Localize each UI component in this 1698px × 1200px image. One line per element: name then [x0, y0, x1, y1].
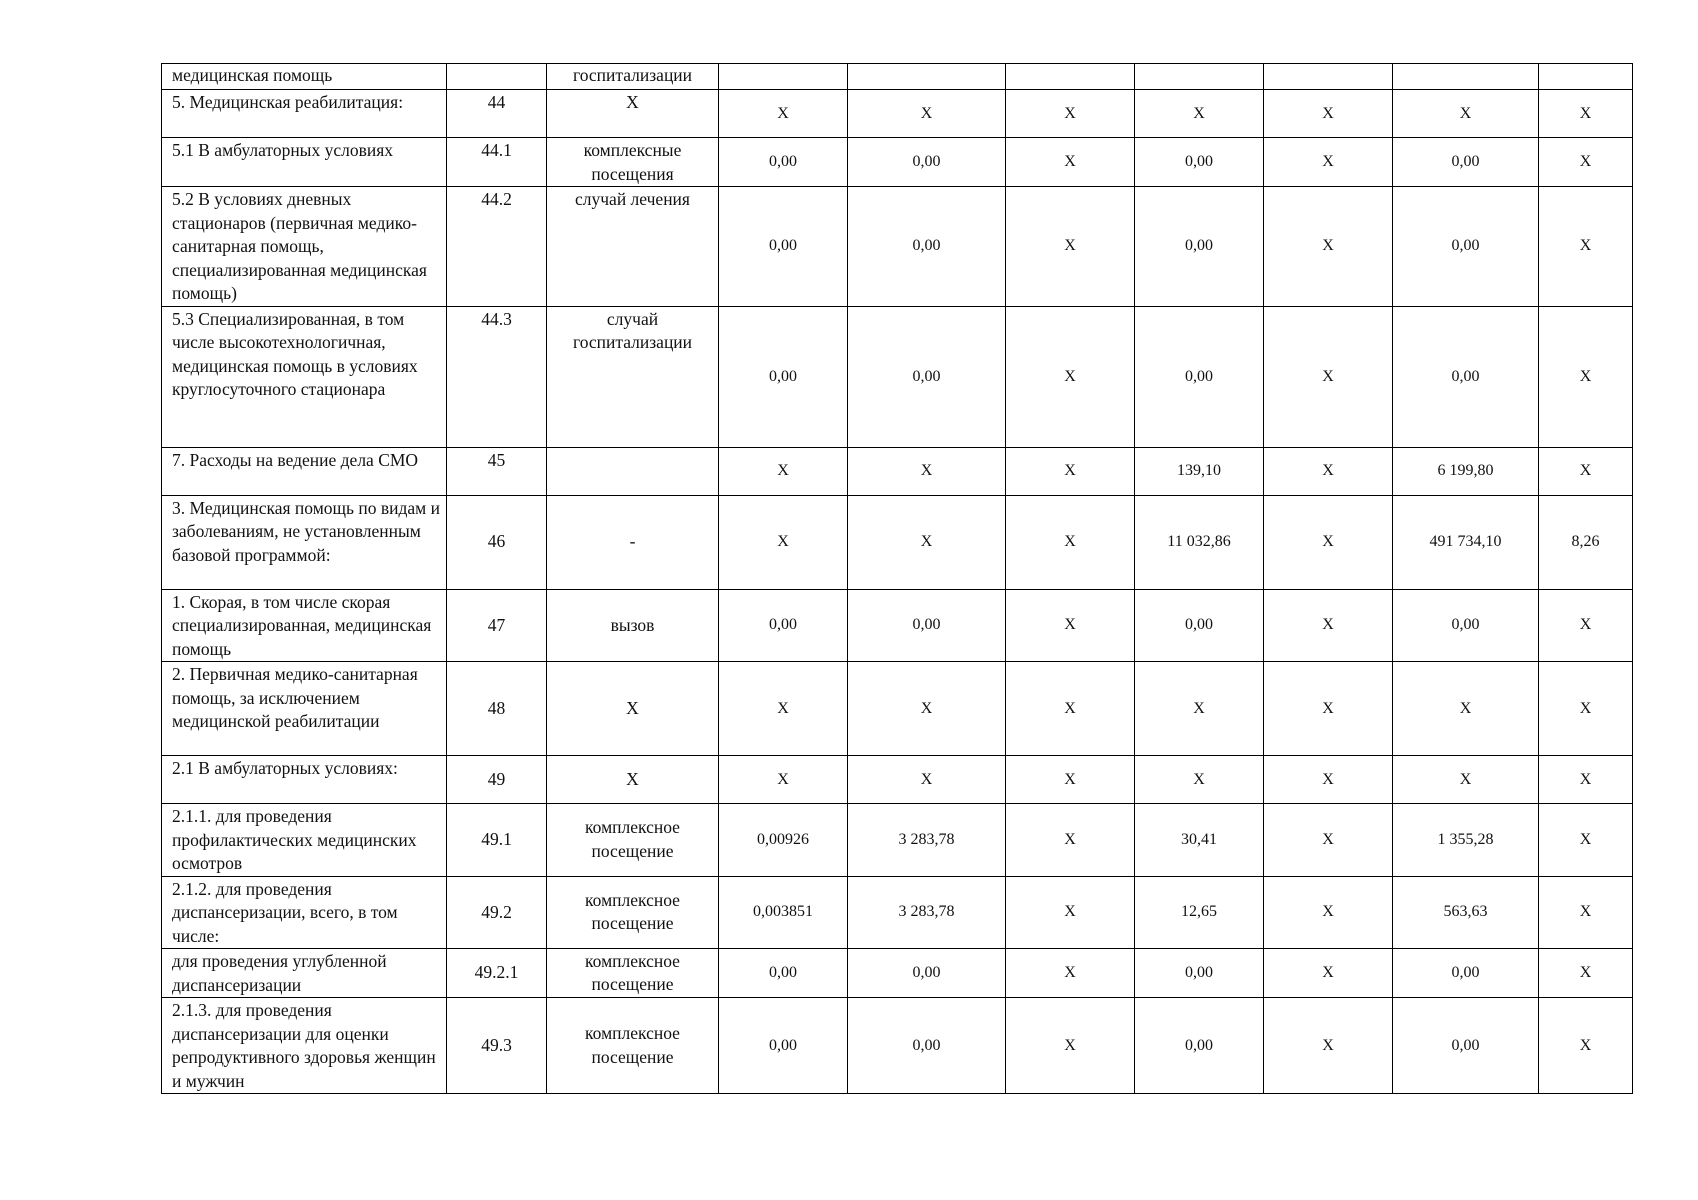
- table-row: [162, 306, 1633, 447]
- row-value: X: [719, 495, 848, 589]
- row-value: 0,00: [848, 138, 1006, 187]
- row-value: 0,00: [848, 306, 1006, 447]
- row-value: 0,00: [1393, 138, 1539, 187]
- row-value: 0,00: [1393, 949, 1539, 998]
- row-value: 0,00: [1135, 306, 1264, 447]
- row-unit: комплексное посещение: [547, 998, 719, 1094]
- row-name: 5. Медицинская реабилитация:: [162, 90, 447, 138]
- row-value: X: [719, 90, 848, 138]
- row-value: X: [1264, 876, 1393, 949]
- row-value: 0,00: [719, 589, 848, 662]
- row-value: X: [1539, 589, 1633, 662]
- row-value: X: [1264, 589, 1393, 662]
- table-row: [162, 64, 1633, 90]
- row-value: 0,00926: [719, 804, 848, 877]
- row-value: X: [848, 90, 1006, 138]
- row-value: 0,00: [1135, 998, 1264, 1094]
- row-value: 0,00: [719, 998, 848, 1094]
- row-value: 11 032,86: [1135, 495, 1264, 589]
- row-value: X: [848, 495, 1006, 589]
- row-name: 2.1.2. для проведения диспансеризации, всего, в том числе:: [162, 876, 447, 949]
- row-value: X: [1264, 306, 1393, 447]
- row-value: X: [1006, 447, 1135, 495]
- row-name: 7. Расходы на ведение дела СМО: [162, 447, 447, 495]
- table-row: [162, 876, 1633, 949]
- row-value: X: [1135, 756, 1264, 804]
- row-name: 5.2 В условиях дневных стационаров (первичная медико-санитарная помощь, специализированная медицинская помощь): [162, 187, 447, 307]
- row-value: X: [1264, 495, 1393, 589]
- row-value: X: [1539, 138, 1633, 187]
- table-row: [162, 495, 1633, 589]
- row-unit: -: [547, 495, 719, 589]
- row-value: 12,65: [1135, 876, 1264, 949]
- row-code: 49.2.1: [447, 949, 547, 998]
- row-value: 0,00: [1393, 187, 1539, 307]
- row-value: 30,41: [1135, 804, 1264, 877]
- row-name: 3. Медицинская помощь по видам и заболеваниям, не установленным базовой программой:: [162, 495, 447, 589]
- row-code: 44: [447, 90, 547, 138]
- row-value: X: [1006, 138, 1135, 187]
- table-row: [162, 187, 1633, 307]
- row-code: 47: [447, 589, 547, 662]
- row-value: X: [1135, 662, 1264, 756]
- row-value: 1 355,28: [1393, 804, 1539, 877]
- table-row: [162, 998, 1633, 1094]
- row-value: 0,00: [848, 949, 1006, 998]
- row-value: X: [1006, 998, 1135, 1094]
- row-value: X: [1006, 495, 1135, 589]
- row-name: для проведения углубленной диспансеризации: [162, 949, 447, 998]
- row-name: 5.1 В амбулаторных условиях: [162, 138, 447, 187]
- row-value: X: [719, 447, 848, 495]
- row-value: 0,00: [719, 187, 848, 307]
- row-value: [1006, 64, 1135, 90]
- row-value: 0,00: [1135, 187, 1264, 307]
- row-value: [719, 64, 848, 90]
- row-value: X: [1006, 949, 1135, 998]
- row-name: 2. Первичная медико-санитарная помощь, за исключением медицинской реабилитации: [162, 662, 447, 756]
- row-code: 49.1: [447, 804, 547, 877]
- row-value: 6 199,80: [1393, 447, 1539, 495]
- row-value: X: [1006, 876, 1135, 949]
- row-value: 0,00: [1135, 589, 1264, 662]
- row-value: 8,26: [1539, 495, 1633, 589]
- row-value: X: [719, 756, 848, 804]
- row-name: медицинская помощь: [162, 64, 447, 90]
- row-code: 49.3: [447, 998, 547, 1094]
- row-unit: X: [547, 756, 719, 804]
- row-value: 139,10: [1135, 447, 1264, 495]
- row-code: 44.3: [447, 306, 547, 447]
- row-value: X: [1539, 662, 1633, 756]
- table-row: [162, 447, 1633, 495]
- row-value: X: [1006, 804, 1135, 877]
- row-code: 48: [447, 662, 547, 756]
- row-unit: случай госпитализации: [547, 306, 719, 447]
- row-value: X: [1264, 138, 1393, 187]
- financing-table: [161, 63, 1633, 1094]
- row-unit: [547, 447, 719, 495]
- row-unit: вызов: [547, 589, 719, 662]
- table-row: [162, 949, 1633, 998]
- table-row: [162, 90, 1633, 138]
- row-value: 0,00: [1135, 138, 1264, 187]
- row-value: X: [1539, 949, 1633, 998]
- row-value: [1264, 64, 1393, 90]
- row-value: X: [848, 447, 1006, 495]
- row-value: 0,003851: [719, 876, 848, 949]
- row-code: 49.2: [447, 876, 547, 949]
- row-value: X: [1264, 756, 1393, 804]
- row-value: X: [1539, 876, 1633, 949]
- row-value: X: [1264, 804, 1393, 877]
- row-unit: госпитализации: [547, 64, 719, 90]
- row-value: X: [1006, 187, 1135, 307]
- row-value: X: [1539, 804, 1633, 877]
- row-value: X: [1264, 949, 1393, 998]
- row-value: X: [1539, 447, 1633, 495]
- row-value: 0,00: [719, 949, 848, 998]
- row-value: 0,00: [719, 138, 848, 187]
- row-value: [848, 64, 1006, 90]
- row-value: X: [1264, 90, 1393, 138]
- row-value: [1539, 64, 1633, 90]
- row-unit: комплексное посещение: [547, 949, 719, 998]
- row-code: 49: [447, 756, 547, 804]
- row-value: X: [848, 662, 1006, 756]
- row-value: X: [1006, 306, 1135, 447]
- row-value: X: [1539, 306, 1633, 447]
- row-name: 2.1 В амбулаторных условиях:: [162, 756, 447, 804]
- row-unit: комплексное посещение: [547, 804, 719, 877]
- row-value: X: [1539, 187, 1633, 307]
- row-value: 3 283,78: [848, 804, 1006, 877]
- row-value: 0,00: [1393, 589, 1539, 662]
- row-value: 0,00: [848, 589, 1006, 662]
- row-value: X: [1264, 447, 1393, 495]
- row-value: 0,00: [1393, 306, 1539, 447]
- row-unit: X: [547, 90, 719, 138]
- row-value: 0,00: [848, 187, 1006, 307]
- row-value: X: [1539, 756, 1633, 804]
- row-value: X: [1393, 662, 1539, 756]
- row-value: X: [1135, 90, 1264, 138]
- row-code: [447, 64, 547, 90]
- row-value: 0,00: [848, 998, 1006, 1094]
- row-code: 45: [447, 447, 547, 495]
- table-row: [162, 589, 1633, 662]
- row-name: 2.1.1. для проведения профилактических медицинских осмотров: [162, 804, 447, 877]
- table-row: [162, 662, 1633, 756]
- row-value: 0,00: [1135, 949, 1264, 998]
- row-unit: комплексное посещение: [547, 876, 719, 949]
- row-value: 563,63: [1393, 876, 1539, 949]
- row-value: X: [1006, 589, 1135, 662]
- row-value: 3 283,78: [848, 876, 1006, 949]
- row-code: 44.1: [447, 138, 547, 187]
- row-value: X: [1539, 90, 1633, 138]
- row-value: X: [1264, 662, 1393, 756]
- row-value: X: [1006, 90, 1135, 138]
- row-value: 0,00: [1393, 998, 1539, 1094]
- row-code: 44.2: [447, 187, 547, 307]
- row-value: X: [1393, 756, 1539, 804]
- row-value: 491 734,10: [1393, 495, 1539, 589]
- row-value: X: [719, 662, 848, 756]
- table-row: [162, 138, 1633, 187]
- row-value: [1393, 64, 1539, 90]
- row-value: X: [1006, 662, 1135, 756]
- row-value: 0,00: [719, 306, 848, 447]
- row-value: X: [1006, 756, 1135, 804]
- row-value: X: [1393, 90, 1539, 138]
- row-code: 46: [447, 495, 547, 589]
- row-value: [1135, 64, 1264, 90]
- row-name: 2.1.3. для проведения диспансеризации для оценки репродуктивного здоровья женщин и мужчин: [162, 998, 447, 1094]
- table-row: [162, 756, 1633, 804]
- table-row: [162, 804, 1633, 877]
- row-value: X: [1264, 187, 1393, 307]
- row-unit: случай лечения: [547, 187, 719, 307]
- row-name: 1. Скорая, в том числе скорая специализированная, медицинская помощь: [162, 589, 447, 662]
- row-name: 5.3 Специализированная, в том числе высокотехнологичная, медицинская помощь в условиях круглосуточного стационара: [162, 306, 447, 447]
- row-unit: X: [547, 662, 719, 756]
- row-value: X: [1539, 998, 1633, 1094]
- row-value: X: [1264, 998, 1393, 1094]
- row-value: X: [848, 756, 1006, 804]
- row-unit: комплексные посещения: [547, 138, 719, 187]
